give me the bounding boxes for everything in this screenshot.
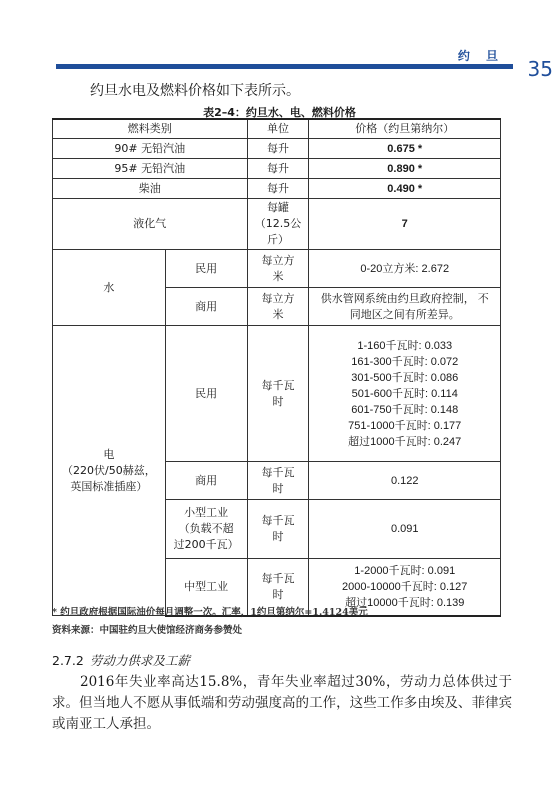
tier-item: 超过1000千瓦时: 0.247 (348, 435, 462, 448)
water-unit-line: 每立方 (261, 291, 295, 305)
electric-price: 0.091 (309, 500, 501, 559)
water-unit (247, 288, 309, 326)
page-number: 35 (527, 57, 553, 81)
electric-label-line: （220伏/50赫兹， (62, 463, 156, 477)
fuel-name: 90# 无铅汽油 (53, 139, 248, 159)
electric-unit-line: 时 (272, 587, 284, 601)
source-note: 资料来源：中国驻约旦大使馆经济商务参赞处 (52, 625, 243, 636)
water-unit-line: 米 (272, 307, 284, 321)
electric-type-line: （负载不超 (178, 522, 234, 535)
tier-item: 1-160千瓦时: 0.033 (357, 339, 453, 352)
water-price: 0-20立方米: 2.672 (309, 250, 501, 288)
water-type: 商用 (165, 288, 247, 326)
table-header-row (53, 119, 501, 139)
fuel-unit-line: （12.5公斤） (254, 217, 302, 246)
electric-type (165, 500, 247, 559)
tier-item: 2000-10000千瓦时: 0.127 (342, 580, 468, 593)
tier-item: 601-750千瓦时: 0.148 (351, 403, 459, 416)
fuel-name: 液化气 (53, 199, 248, 250)
tier-item: 301-500千瓦时: 0.086 (351, 371, 459, 384)
water-unit-line: 米 (272, 269, 284, 283)
header-price: 价格（约旦第纳尔） (309, 119, 501, 139)
electric-unit-line: 每千瓦 (261, 514, 295, 527)
table-row (53, 159, 501, 179)
fuel-price: 0.490 * (309, 179, 501, 199)
fuel-unit-line: 每罐 (267, 201, 290, 214)
electric-unit-line: 时 (272, 394, 284, 408)
tier-item: 501-600千瓦时: 0.114 (351, 387, 458, 400)
water-unit (247, 250, 309, 288)
electric-unit (247, 500, 309, 559)
section-heading (52, 651, 190, 669)
table-caption: 表2–4：约旦水、电、燃料价格 (203, 106, 356, 119)
tier-item: 1-2000千瓦时: 0.091 (354, 564, 456, 577)
water-price (309, 288, 501, 326)
tier-item: 161-300千瓦时: 0.072 (351, 355, 459, 368)
header-rule (56, 64, 513, 69)
tier-item: 751-1000千瓦时: 0.177 (348, 419, 462, 432)
fuel-unit: 每升 (247, 139, 309, 159)
electric-unit-line: 每千瓦 (261, 571, 295, 585)
electric-unit-line: 时 (272, 530, 284, 543)
fuel-price: 0.675 * (309, 139, 501, 159)
body-paragraph: 2016年失业率高达15.8%，青年失业率超过30%，劳动力总体供过于求。但当地人不愿从事低端和劳动强度高的工作，这些工作多由埃及、菲律宾或南亚工人承担。 (52, 674, 512, 732)
section-title: 劳动力供求及工薪 (89, 653, 190, 668)
electric-price: 0.122 (309, 462, 501, 500)
intro-text: 约旦水电及燃料价格如下表所示。 (90, 83, 300, 99)
table-row (53, 139, 501, 159)
price-table (52, 118, 501, 617)
electric-type-line: 过200千瓦） (173, 538, 239, 551)
header-category: 燃料类别 (53, 119, 248, 139)
electric-label-line: 电 (103, 447, 115, 461)
water-label: 水 (53, 250, 166, 326)
fuel-unit: 每升 (247, 179, 309, 199)
electric-type: 民用 (165, 326, 247, 462)
tier-item: 超过10000千瓦时: 0.139 (345, 596, 465, 609)
electric-type: 商用 (165, 462, 247, 500)
fuel-unit (247, 199, 309, 250)
water-price-line: 同地区之间有所差异。 (349, 308, 460, 321)
electric-unit-line: 时 (272, 481, 284, 495)
fuel-price: 0.890 * (309, 159, 501, 179)
water-type: 民用 (165, 250, 247, 288)
header-unit: 单位 (247, 119, 309, 139)
fuel-unit: 每升 (247, 159, 309, 179)
fuel-name: 95# 无铅汽油 (53, 159, 248, 179)
section-number: 2.7.2 (52, 653, 84, 668)
table-row (53, 179, 501, 199)
electric-label (53, 326, 166, 616)
electric-unit (247, 462, 309, 500)
electric-label-line: 英国标准插座） (70, 479, 148, 493)
electric-type: 中型工业 (165, 559, 247, 616)
table-row (53, 250, 501, 288)
fuel-name: 柴油 (53, 179, 248, 199)
electric-unit (247, 326, 309, 462)
water-unit-line: 每立方 (261, 253, 295, 267)
electric-type-line: 小型工业 (184, 506, 229, 519)
electric-unit-line: 每千瓦 (261, 378, 295, 392)
fuel-price: 7 (309, 199, 501, 250)
footnote: * 约旦政府根据国际油价每月调整一次。汇率，1约旦第纳尔=1.4124美元 (52, 607, 368, 618)
electric-unit-line: 每千瓦 (261, 465, 295, 479)
header-title: 约 旦 (457, 49, 504, 63)
water-price-line: 供水管网系统由约旦政府控制， 不 (320, 292, 489, 305)
table-row (53, 326, 501, 462)
electric-tier-list (309, 326, 501, 462)
table-row (53, 199, 501, 250)
